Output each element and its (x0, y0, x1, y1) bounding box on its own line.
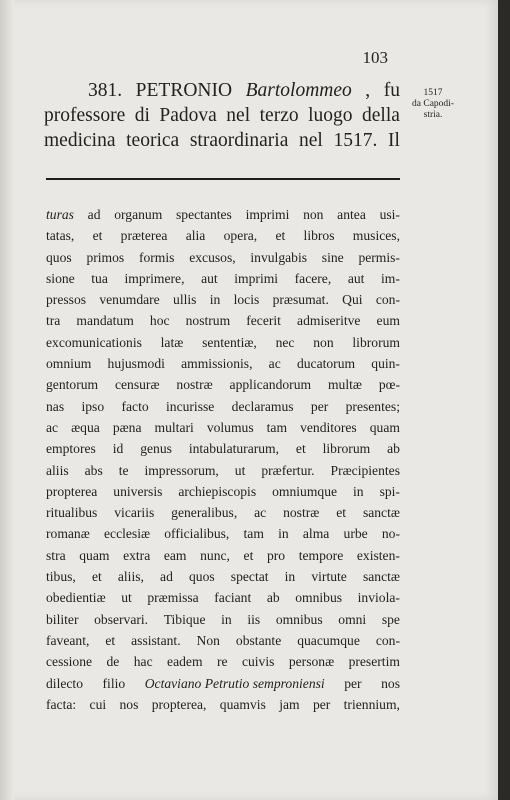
word: pro (266, 547, 286, 563)
word: sanctæ (362, 569, 400, 585)
word: omnibus (275, 611, 323, 627)
word: non (303, 207, 324, 222)
word: in (353, 483, 364, 499)
word: venumdare (99, 292, 160, 308)
word: iis (247, 611, 261, 627)
header-line-3: medicina teorica straordinaria nel 1517. Il (44, 130, 400, 151)
text-line (46, 481, 400, 502)
word: triennium, (343, 696, 400, 712)
word: Qui (342, 292, 363, 308)
word: no- (381, 526, 400, 542)
word: volumus (206, 419, 254, 435)
word: antea (337, 207, 366, 222)
word: spi- (379, 483, 400, 499)
word: con- (375, 632, 400, 648)
word: inviola- (357, 590, 400, 606)
word: in (278, 526, 289, 542)
word: pœ- (378, 377, 400, 393)
text-line (46, 523, 400, 544)
word: venditores (300, 419, 357, 435)
word: quos (189, 569, 215, 585)
word: hac (133, 654, 153, 670)
word: applicandorum (229, 377, 312, 393)
word: faciant (214, 590, 252, 606)
word: aut (347, 270, 365, 286)
word: quam (369, 419, 400, 435)
given-name: Bartolommeo (245, 80, 352, 101)
word: multari (154, 419, 194, 435)
word: nostræ (283, 505, 320, 521)
word: virtute (311, 569, 347, 585)
text-line (46, 353, 400, 374)
word: declaramus (231, 398, 294, 414)
word: obstante (235, 632, 282, 648)
word: intabulaturarum, (188, 441, 280, 457)
word: gentorum (46, 377, 99, 393)
text-line (46, 332, 400, 353)
entry-number: 381. (88, 80, 123, 101)
header-line-1: 381. PETRONIO Bartolommeo , fu (88, 80, 400, 101)
word: id (112, 441, 124, 457)
word: organum (114, 207, 163, 222)
text-line (46, 502, 400, 523)
word: sine (321, 249, 344, 265)
word: cuivis (241, 654, 275, 670)
word: nos (119, 696, 139, 712)
word: tibus, (46, 569, 76, 585)
word: per (344, 675, 362, 691)
text-line (46, 268, 400, 289)
word: alma (302, 526, 330, 542)
word: ut (121, 590, 132, 606)
word: alia (185, 228, 206, 244)
word: nos (381, 675, 400, 691)
word: extra (123, 547, 151, 563)
word: vicariis (114, 505, 155, 521)
text-line (46, 694, 400, 715)
word: obedientiæ (46, 590, 106, 606)
word: presentes; (345, 398, 400, 414)
word: hujusmodi (107, 356, 165, 372)
word: invulgabis (250, 249, 308, 265)
word: permis- (358, 249, 400, 265)
word: libros (303, 228, 335, 244)
word: archiepiscopis (178, 483, 257, 499)
word: omniumque (272, 483, 338, 499)
word: Octaviano Petrutio semproniensi (144, 675, 325, 691)
word: assistant. (131, 632, 181, 648)
word: aliis, (117, 569, 144, 585)
word: ab (387, 441, 400, 457)
word: per (310, 398, 329, 414)
word: fecerit (246, 313, 281, 329)
word: stra (46, 547, 66, 563)
word: ecclesiæ (104, 526, 151, 542)
word: abs (84, 462, 103, 478)
word: dilecto (46, 675, 83, 691)
word: genus (140, 441, 172, 457)
word: tam (266, 419, 288, 435)
text-line (46, 566, 400, 587)
word: aut (201, 270, 218, 286)
word: cui (89, 696, 107, 712)
word: per (312, 696, 331, 712)
word: spe (381, 611, 400, 627)
word: officialibus, (164, 526, 230, 542)
word: re (216, 654, 228, 670)
word: imprimi (245, 207, 290, 222)
word: librorum (352, 334, 400, 350)
word: quam (79, 547, 110, 563)
word: urbe (343, 526, 368, 542)
word: quin- (371, 356, 400, 372)
word: et (243, 547, 254, 563)
text-line (46, 630, 400, 651)
text-line (46, 310, 400, 331)
text-line (46, 204, 400, 225)
word: imprimi (234, 270, 279, 286)
word: præsumat. (272, 292, 329, 308)
word: ut (234, 462, 246, 478)
word: latæ (160, 334, 184, 350)
word: ducatorum (296, 356, 356, 372)
header-line-2: professore di Padova nel terzo luogo della (44, 105, 400, 126)
word: excomunicationis (46, 334, 142, 350)
text-line (46, 609, 400, 630)
page-number: 103 (362, 48, 388, 67)
text-line (46, 460, 400, 481)
word: con- (375, 292, 400, 308)
word: primos (86, 249, 125, 265)
word: tempore (298, 547, 344, 563)
word: pæna (112, 419, 142, 435)
word: impressorum, (144, 462, 219, 478)
word: eam (163, 547, 187, 563)
word: ammissionis, (181, 356, 253, 372)
word: nostræ (176, 377, 213, 393)
margin-note-place-1: da Capodi- (412, 99, 454, 109)
word: omnibus (295, 590, 343, 606)
word: personæ (288, 654, 335, 670)
word: et (336, 505, 347, 521)
word: opera, (223, 228, 258, 244)
word: de (106, 654, 120, 670)
word: censuræ (114, 377, 160, 393)
text-line (46, 289, 400, 310)
word: tua (91, 270, 108, 286)
word: spectat (230, 569, 269, 585)
word: ab (266, 590, 280, 606)
word: generalibus, (171, 505, 238, 521)
word: quamvis (219, 696, 266, 712)
word: præterea (120, 228, 168, 244)
word: ac (268, 356, 281, 372)
word: omni (338, 611, 367, 627)
text-line (46, 247, 400, 268)
word: multæ (327, 377, 362, 393)
word: Præcipientes (330, 462, 400, 478)
text-line (46, 673, 400, 694)
word: aliis (46, 462, 69, 478)
word: in (284, 569, 296, 585)
word: Non (196, 632, 220, 648)
text-line (46, 417, 400, 438)
text-line (46, 374, 400, 395)
word: tam (243, 526, 264, 542)
word: facta: (46, 696, 77, 712)
word: librorum (322, 441, 371, 457)
text-line (46, 225, 400, 246)
word: æqua (71, 419, 100, 435)
word: observari. (94, 611, 149, 627)
word: ac (46, 419, 59, 435)
word: existen- (356, 547, 400, 563)
word: jam (279, 696, 300, 712)
word: in (209, 292, 221, 308)
section-rule (46, 178, 400, 180)
word: non (313, 334, 334, 350)
word: emptores (46, 441, 96, 457)
word: facere, (294, 270, 332, 286)
word: musices, (352, 228, 400, 244)
text-line (46, 396, 400, 417)
word: turas (46, 207, 74, 222)
word: in (221, 611, 232, 627)
word: locis (233, 292, 260, 308)
word: omnium (46, 356, 92, 372)
text-line (46, 438, 400, 459)
word: filio (102, 675, 126, 691)
margin-note (402, 88, 464, 121)
word: nunc, (200, 547, 230, 563)
word: excusos, (189, 249, 236, 265)
word: romanæ (46, 526, 90, 542)
word: usi- (379, 207, 400, 222)
surname: PETRONIO (135, 80, 233, 101)
word: et (91, 569, 102, 585)
word: et (92, 228, 103, 244)
word: sione (46, 270, 75, 286)
entry-header (44, 78, 400, 153)
word: admiseritve (297, 313, 361, 329)
binding-edge (0, 0, 14, 800)
text-line (46, 545, 400, 566)
word: nas (46, 398, 65, 414)
word: quacumque (297, 632, 360, 648)
word: Tibique (163, 611, 206, 627)
word: propterea, (151, 696, 207, 712)
word: presertim (348, 654, 400, 670)
word: facto (121, 398, 149, 414)
word: biliter (46, 611, 79, 627)
text-line (46, 587, 400, 608)
word: ullis (173, 292, 197, 308)
word: hoc (149, 313, 170, 329)
margin-note-year: 1517 (423, 88, 443, 98)
word: te (118, 462, 129, 478)
word: ritualibus (46, 505, 98, 521)
word: faveant, (46, 632, 90, 648)
word: tra (46, 313, 61, 329)
text-line (46, 651, 400, 672)
word: quos (46, 249, 72, 265)
margin-note-place-2: stria. (423, 110, 443, 120)
word: tatas, (46, 228, 75, 244)
word: eadem (167, 654, 203, 670)
body-text (46, 204, 400, 715)
word: ad (160, 569, 173, 585)
word: præmissa (147, 590, 199, 606)
word: sententiæ, (202, 334, 257, 350)
word: mandatum (76, 313, 134, 329)
word: et (275, 228, 286, 244)
word: ad (87, 207, 101, 222)
word: præfertur. (261, 462, 315, 478)
word: universis (113, 483, 163, 499)
word: sanctæ (362, 505, 400, 521)
word: propterea (46, 483, 98, 499)
word: nec (275, 334, 295, 350)
word: nostrum (185, 313, 231, 329)
word: et (295, 441, 306, 457)
word: spectantes (175, 207, 232, 222)
word: pressos (46, 292, 87, 308)
word: imprimere, (124, 270, 185, 286)
word: cessione (46, 654, 93, 670)
word: et (105, 632, 116, 648)
word: formis (138, 249, 175, 265)
word: im- (381, 270, 400, 286)
word: incurisse (166, 398, 215, 414)
word: ac (254, 505, 267, 521)
word: eum (376, 313, 400, 329)
word: ipso (81, 398, 105, 414)
